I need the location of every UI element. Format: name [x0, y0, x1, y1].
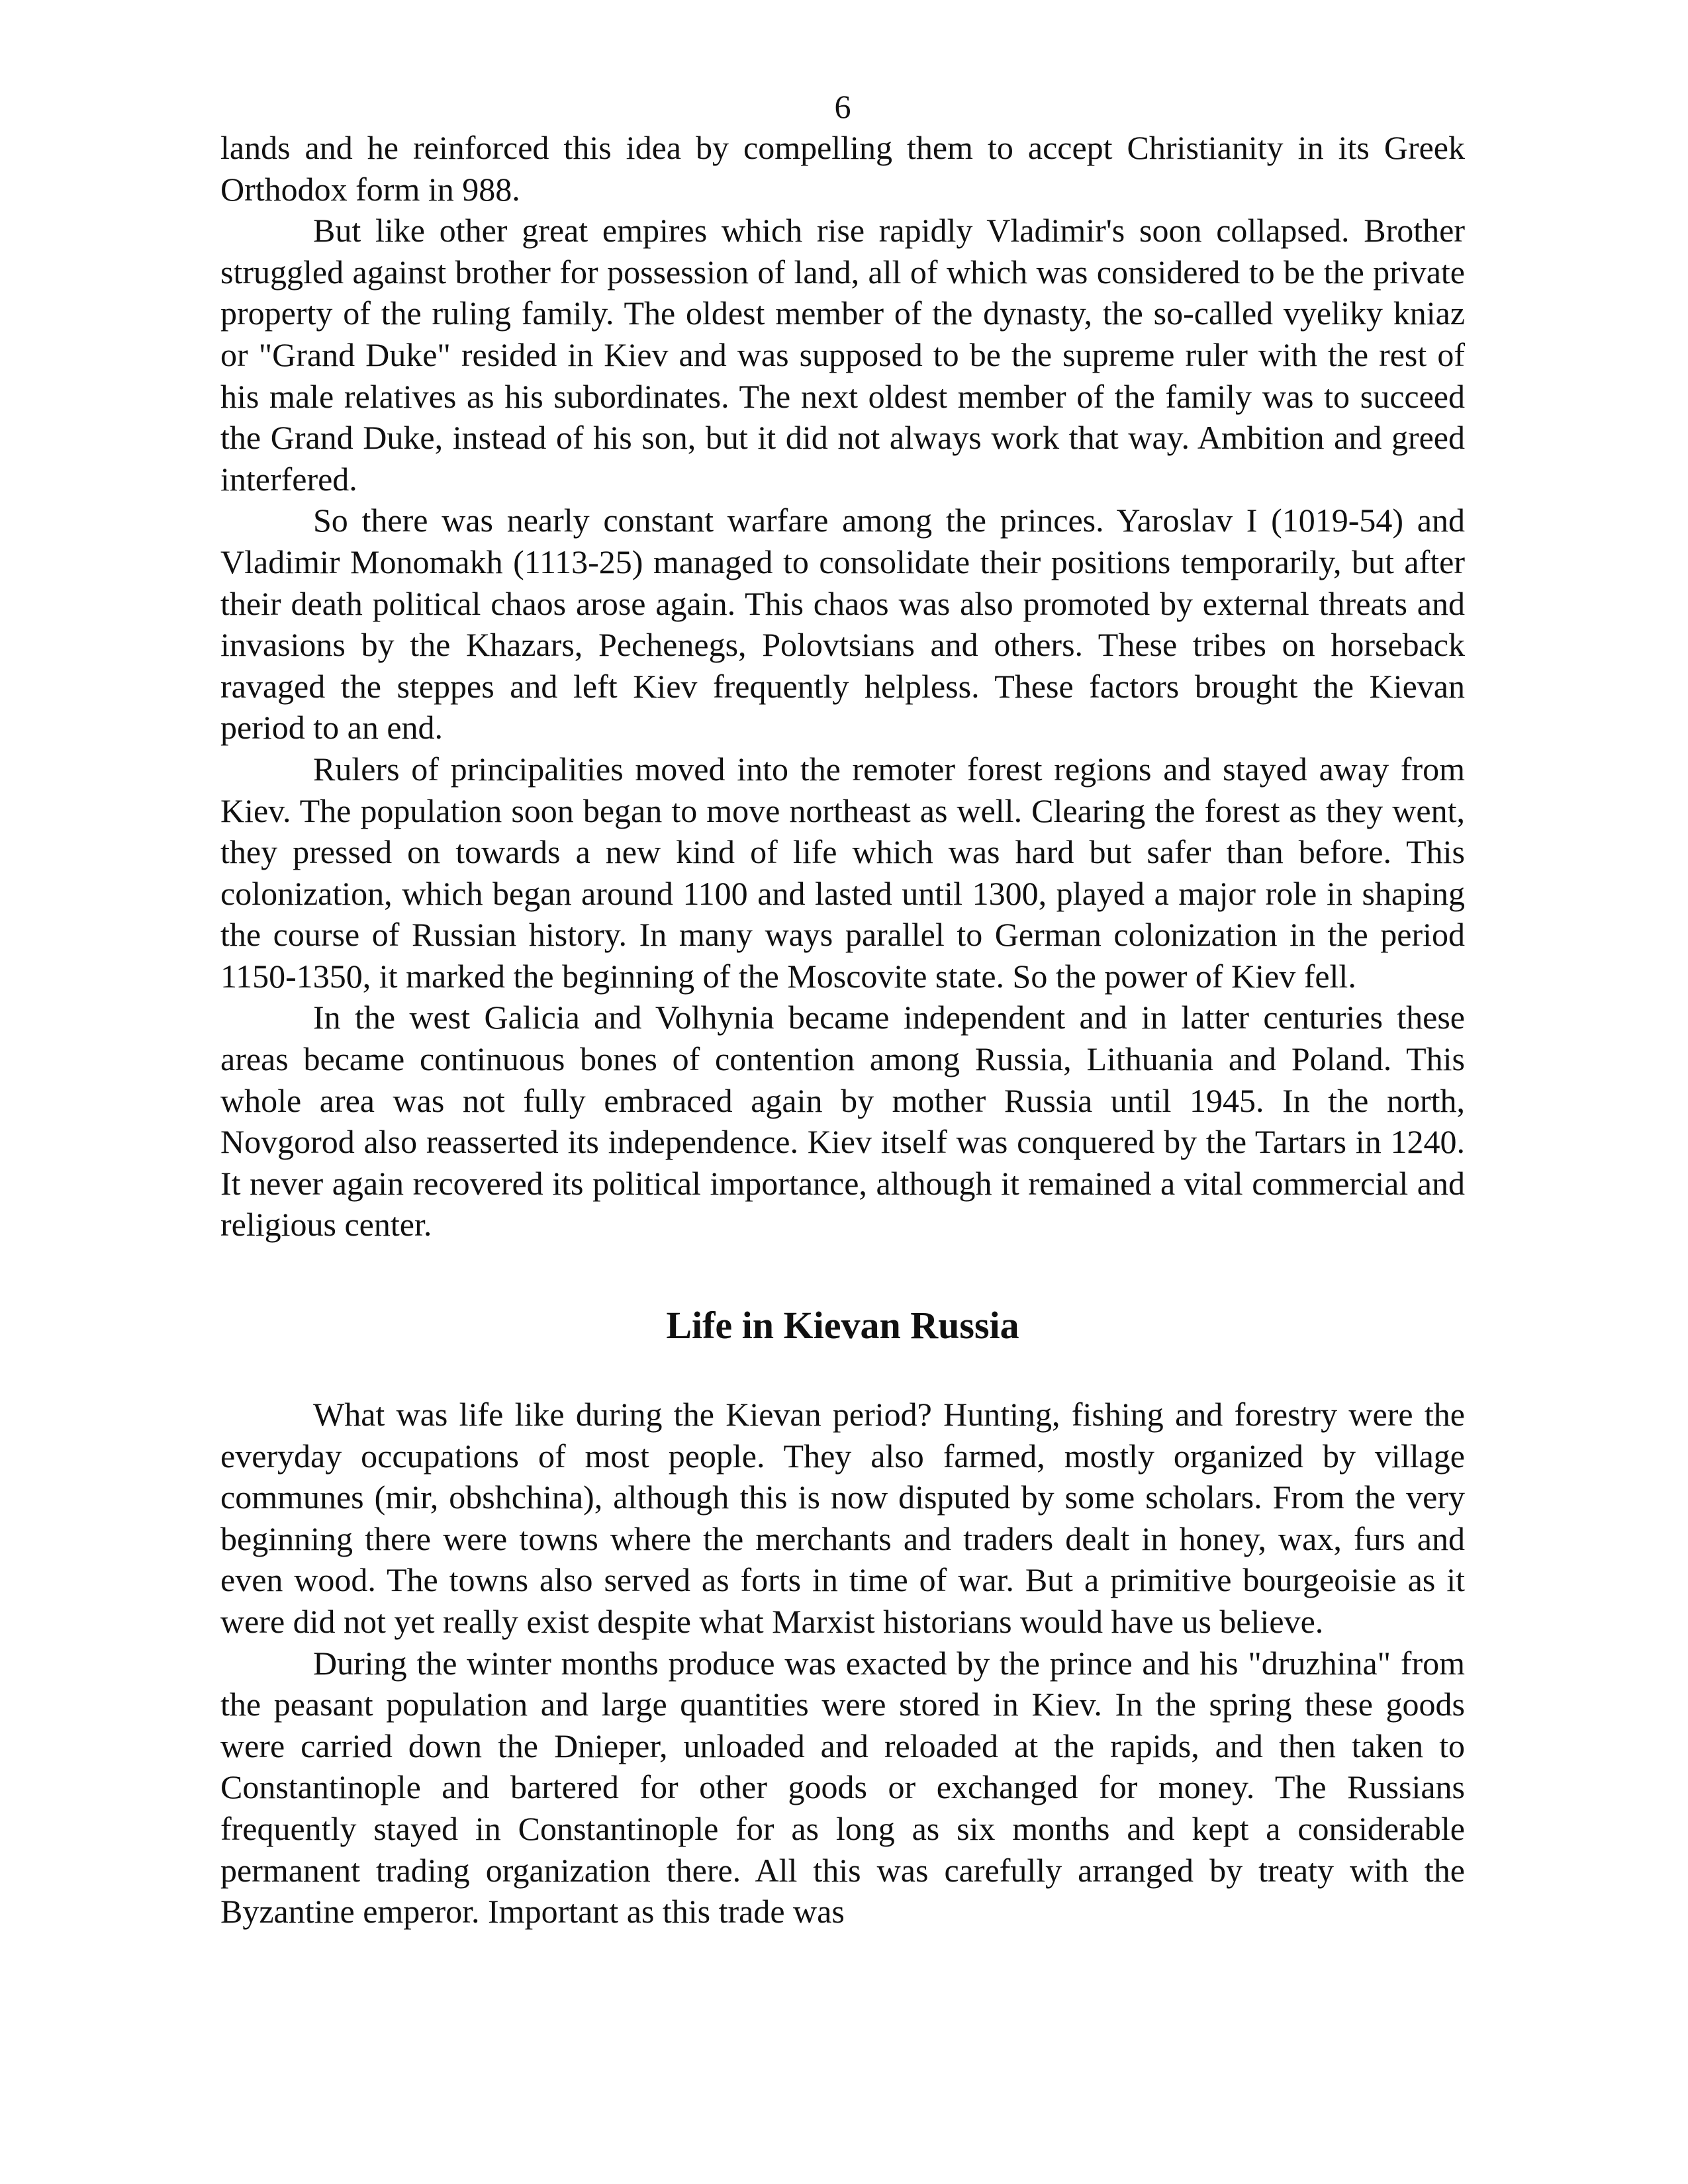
- paragraph-winter-trade: During the winter months produce was exacted by the prince and his "druzhina" from the peasant population and large quantities were stored in Kiev. In the spring these goods were carried down the Dnieper, unloaded and reloaded at the rapids, and then taken to Constantinople and bartered for other goods or exchanged for money. The Russians frequently stayed in Constantinople for as long as six months and kept a considerable permanent trading organization there. All this was carefully arranged by treaty with the Byzantine emperor. Important as this trade was: [220, 1644, 1465, 1931]
- page-number: 6: [834, 88, 851, 125]
- paragraph-colonization: Rulers of principalities moved into the remoter forest regions and stayed away from Kiev. The population soon began to move northeast as well. Clearing the forest as they went, they pressed on towards a new kind of life which was hard but safer than before. This colonization, which began around 1100 and lasted until 1300, played a major role in shaping the course of Russian history. In many ways parallel to German colonization in the period 1150-1350, it marked the beginning of the Moscovite state. So the power of Kiev fell.: [220, 750, 1465, 995]
- paragraph-empire-collapse: But like other great empires which rise rapidly Vladimir's soon collapsed. Brother struggled against brother for possession of land, all of which was considered to be the private property of the ruling family. The oldest member of the dynasty, the so-called vyeliky kniaz or "Grand Duke" resided in Kiev and was supposed to be the supreme ruler with the rest of his male relatives as his subordinates. The next oldest member of the family was to succeed the Grand Duke, instead of his son, but it did not always work that way. Ambition and greed interfered.: [220, 212, 1465, 498]
- document-page: [220, 86, 1465, 1933]
- paragraph-warfare-princes: So there was nearly constant warfare among the princes. Yaroslav I (1019-54) and Vladimir Monomakh (1113-25) managed to consolidate their positions temporarily, but after their death political chaos arose again. This chaos was also promoted by external threats and invasions by the Khazars, Pechenegs, Polovtsians and others. These tribes on horseback ravaged the steppes and left Kiev frequently helpless. These factors brought the Kievan period to an end.: [220, 502, 1465, 747]
- paragraph-christianity: lands and he reinforced this idea by compelling them to accept Christianity in its Greek Orthodox form in 988.: [220, 129, 1465, 208]
- paragraph-kievan-life: What was life like during the Kievan period? Hunting, fishing and forestry were the everyday occupations of most people. They also farmed, mostly organized by village communes (mir, obshchina), although this is now disputed by some scholars. From the very beginning there were towns where the merchants and traders dealt in honey, wax, furs and even wood. The towns also served as forts in time of war. But a primitive bourgeoisie as it were did not yet really exist despite what Marxist historians would have us believe.: [220, 1396, 1465, 1640]
- paragraph-galicia-volhynia: In the west Galicia and Volhynia became independent and in latter centuries these areas became continuous bones of contention among Russia, Lithuania and Poland. This whole area was not fully embraced again by mother Russia until 1945. In the north, Novgorod also reasserted its independence. Kiev itself was conquered by the Tartars in 1240. It never again recovered its political importance, although it remained a vital commercial and religious center.: [220, 999, 1465, 1244]
- section-heading: Life in Kievan Russia: [666, 1304, 1019, 1347]
